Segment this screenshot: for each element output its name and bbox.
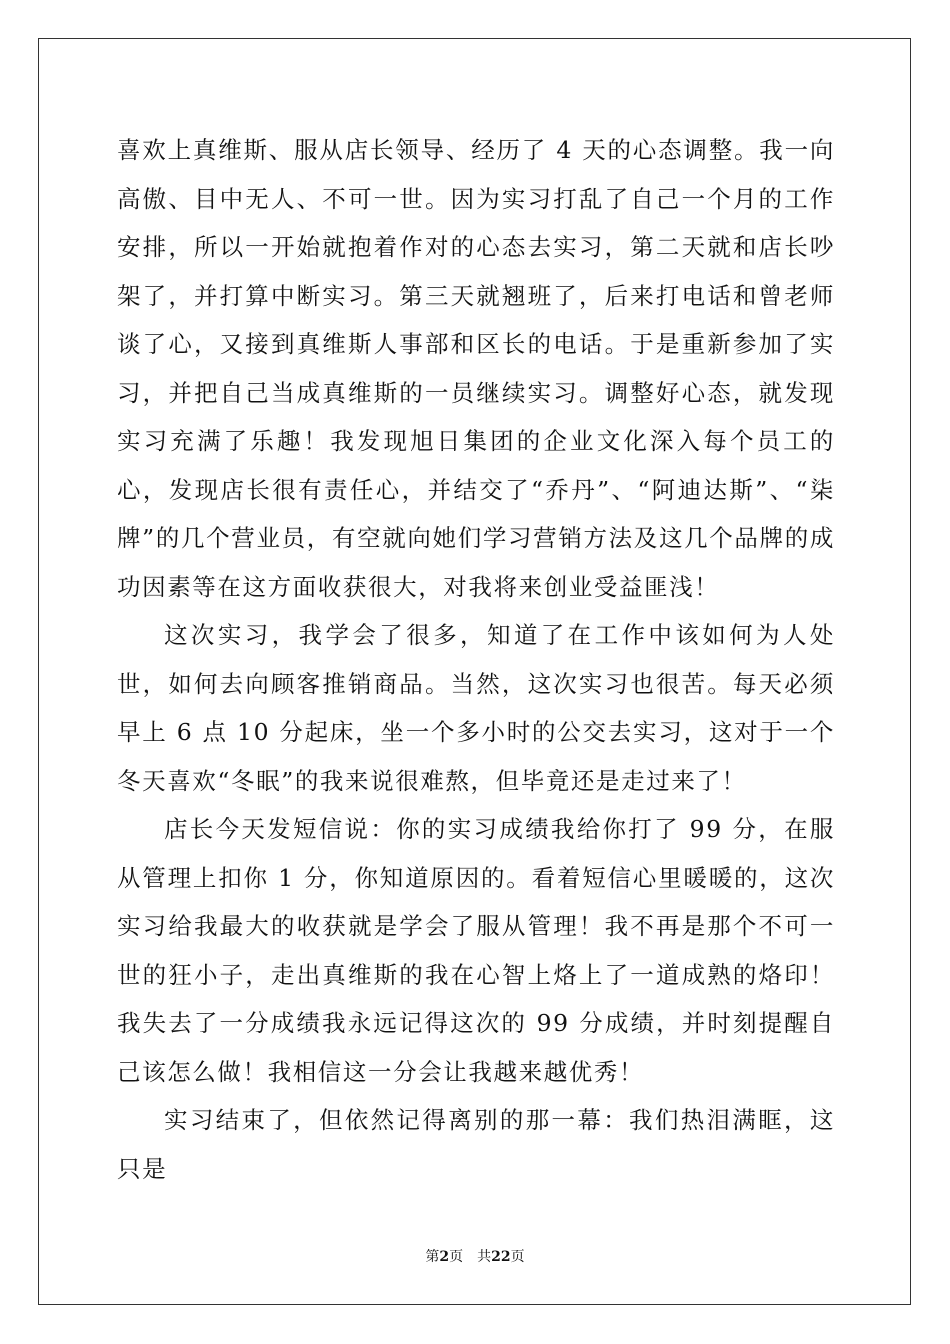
total-pages: 共22页	[477, 1249, 525, 1265]
page-number: 第2页	[425, 1249, 464, 1265]
paragraph-2: 这次实习，我学会了很多，知道了在工作中该如何为人处世，如何去向顾客推销商品。当然，这次实习也很苦。每天必须早上 6 点 10 分起床，坐一个多小时的公交去实习，这对于一个冬天喜欢“冬眠”的我来说很难熬，但毕竟还是走过来了！	[117, 621, 835, 795]
paragraph-4: 实习结束了，但依然记得离别的那一幕：我们热泪满眶，这只是	[117, 1106, 835, 1183]
paragraph-1: 喜欢上真维斯、服从店长领导、经历了 4 天的心态调整。我一向高傲、目中无人、不可一世。因为实习打乱了自己一个月的工作安排，所以一开始就抱着作对的心态去实习，第二天就和店长吵架了，并打算中断实习。第三天就翘班了，后来打电话和曾老师谈了心，又接到真维斯人事部和区长的电话。于是重新参加了实习，并把自己当成真维斯的一员继续实习。调整好心态，就发现实习充满了乐趣！我发现旭日集团的企业文化深入每个员工的心，发现店长很有责任心，并结交了“乔丹”、“阿迪达斯”、“柒牌”的几个营业员，有空就向她们学习营销方法及这几个品牌的成功因素等在这方面收获很大，对我将来创业受益匪浅！	[117, 136, 835, 601]
paragraph-3: 店长今天发短信说：你的实习成绩我给你打了 99 分，在服从管理上扣你 1 分，你知道原因的。看着短信心里暖暖的，这次实习给我最大的收获就是学会了服从管理！我不再是那个不可一世的狂小子，走出真维斯的我在心智上烙上了一道成熟的烙印！我失去了一分成绩我永远记得这次的 99 分成绩，并时刻提醒自己该怎么做！我相信这一分会让我越来越优秀！	[117, 815, 835, 1086]
document-body	[117, 126, 835, 1193]
page-footer	[0, 1247, 950, 1267]
